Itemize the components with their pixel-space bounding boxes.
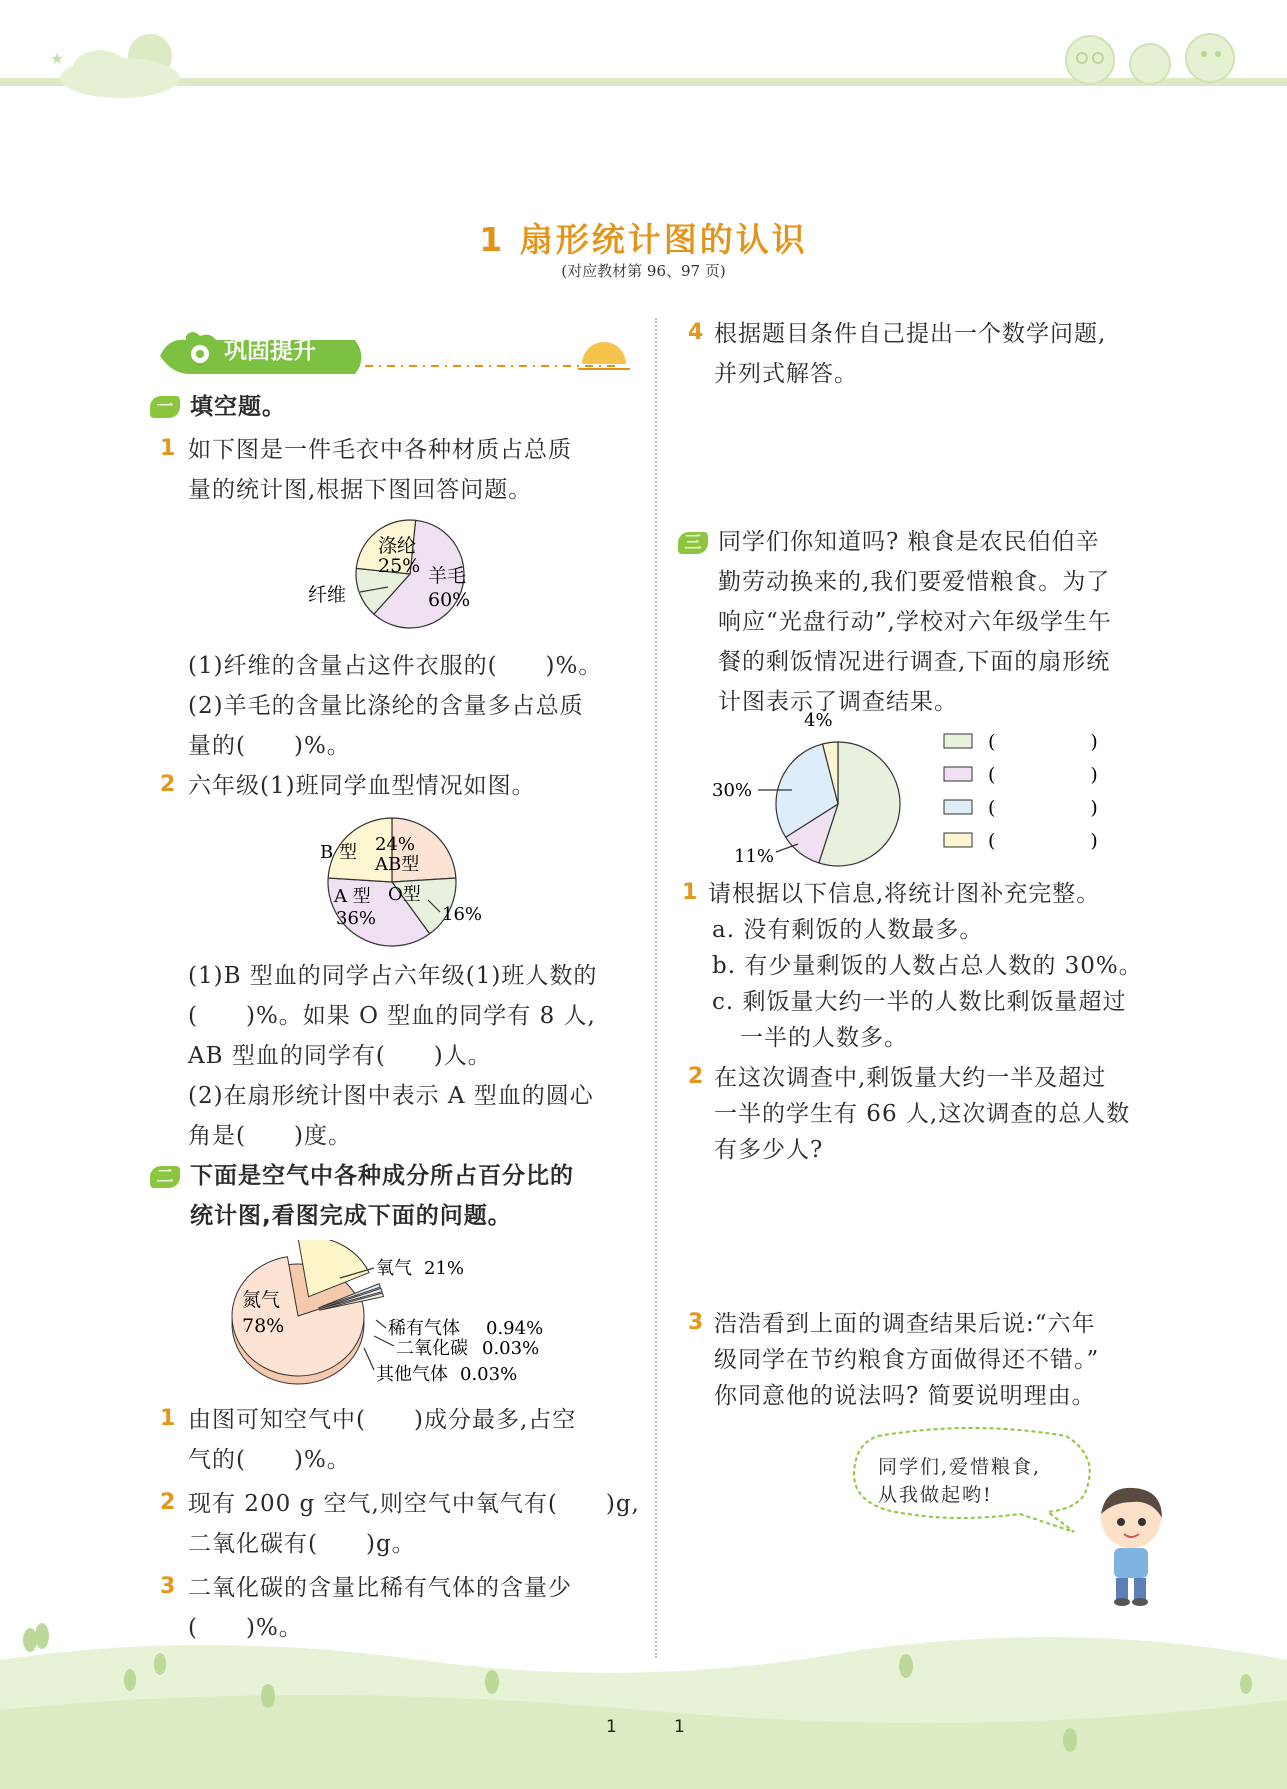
q2-sub1b: ( )%。如果 O 型血的同学有 8 人, [188, 1003, 596, 1029]
legend-swatch-2 [944, 800, 972, 814]
legend-swatch-1 [944, 767, 972, 781]
legend-label-0[interactable]: ( ) [988, 731, 1098, 753]
s2-q3-line1: 二氧化碳的含量比稀有气体的含量少 [188, 1575, 572, 1601]
section-badge-3: 三 [678, 532, 708, 554]
leftover-food-pie-chart [700, 706, 1150, 876]
s2-q1-line1: 由图可知空气中( )成分最多,占空 [188, 1407, 577, 1433]
air-composition-pie-chart [228, 1240, 558, 1390]
s2-q2-line1: 现有 200 g 空气,则空气中氧气有( )g, [188, 1491, 640, 1517]
other-gas-value: 0.03% [460, 1364, 518, 1385]
q1-line1: 如下图是一件毛衣中各种材质占总质 [188, 437, 572, 463]
q4-line2: 并列式解答。 [714, 361, 858, 387]
oxygen-value: 21% [424, 1258, 465, 1279]
section3-line1: 同学们你知道吗? 粮食是农民伯伯辛 [718, 529, 1100, 555]
ab-type-label: AB型 [375, 854, 420, 875]
a-type-label: A 型 [334, 886, 371, 907]
footer-landscape [0, 1620, 1287, 1789]
s3-q1-b: b. 有少量剩饭的人数占总人数的 30%。 [712, 953, 1143, 979]
s3-q1-c2: 一半的人数多。 [740, 1025, 908, 1051]
page-number-right: 1 [674, 1717, 685, 1737]
wool-label: 羊毛 [428, 565, 467, 587]
q2-sub1a: (1)B 型血的同学占六年级(1)班人数的 [188, 963, 598, 989]
s3-q3-number: 3 [688, 1310, 704, 1335]
legend-label-2[interactable]: ( ) [988, 797, 1098, 819]
q2-number: 2 [160, 772, 176, 797]
other-gas-label: 其他气体 [376, 1364, 448, 1385]
co2-label: 二氧化碳 [396, 1338, 468, 1359]
q1-line2: 量的统计图,根据下图回答问题。 [188, 477, 533, 503]
rare-gas-value: 0.94% [486, 1318, 544, 1339]
slice-11-value: 11% [734, 846, 775, 867]
s3-q3-line3: 你同意他的说法吗? 简要说明理由。 [714, 1383, 1096, 1409]
slice-30-value: 30% [712, 780, 753, 801]
ab-type-value: 24% [375, 834, 416, 855]
nitrogen-value: 78% [242, 1315, 285, 1337]
section3-line5: 计图表示了调查结果。 [718, 689, 958, 715]
o-type-value: 16% [442, 904, 483, 925]
s3-q1-number: 1 [682, 880, 698, 905]
svg-text:★: ★ [50, 49, 65, 68]
page-number-left: 1 [606, 1717, 617, 1737]
blood-type-pie-chart [300, 812, 500, 952]
polyester-value: 25% [378, 555, 421, 577]
q4-line1: 根据题目条件自己提出一个数学问题, [714, 321, 1107, 347]
s3-q1-a: a. 没有剩饭的人数最多。 [712, 917, 984, 943]
q2-sub1c: AB 型血的同学有( )人。 [188, 1043, 492, 1069]
section1-heading: 填空题。 [190, 394, 286, 420]
rare-gas-label: 稀有气体 [388, 1318, 460, 1339]
a-type-value: 36% [336, 908, 377, 929]
q2-sub2b: 角是( )度。 [188, 1123, 352, 1149]
q1-sub2a: (2)羊毛的含量比涤纶的含量多占总质 [188, 693, 584, 719]
s2-q3-line2: ( )%。 [188, 1615, 303, 1641]
section-badge-2: 二 [150, 1166, 180, 1188]
section3-line4: 餐的剩饭情况进行调查,下面的扇形统 [718, 649, 1111, 675]
s3-q2-line2: 一半的学生有 66 人,这次调查的总人数 [714, 1101, 1131, 1127]
sweater-material-pie-chart [300, 510, 500, 640]
section-badge-1: 一 [150, 396, 180, 418]
boy-illustration [1086, 1482, 1176, 1607]
fiber-label: 纤维 [308, 584, 347, 606]
nitrogen-label: 氮气 [242, 1289, 281, 1311]
s3-q2-number: 2 [688, 1064, 704, 1089]
s2-q1-line2: 气的( )%。 [188, 1447, 351, 1473]
section3-line3: 响应“光盘行动”,学校对六年级学生午 [718, 609, 1112, 635]
legend-label-3[interactable]: ( ) [988, 830, 1098, 852]
s2-q1-number: 1 [160, 1406, 176, 1431]
q1-sub2b: 量的( )%。 [188, 733, 351, 759]
page-title: 1 扇形统计图的认识 [479, 220, 808, 259]
slice-4-value: 4% [804, 710, 833, 731]
section2-line1: 下面是空气中各种成分所占百分比的 [190, 1163, 574, 1189]
bubble-line1: 同学们,爱惜粮食, [878, 1456, 1042, 1478]
banner-label: 巩固提升 [224, 338, 316, 364]
co2-value: 0.03% [482, 1338, 540, 1359]
q4-number: 4 [688, 320, 704, 345]
q1-number: 1 [160, 436, 176, 461]
b-type-label: B 型 [320, 842, 357, 863]
column-divider [655, 318, 657, 1658]
polyester-label: 涤纶 [378, 535, 417, 557]
s3-q3-line2: 级同学在节约粮食方面做得还不错。” [714, 1347, 1100, 1373]
legend-swatch-0 [944, 734, 972, 748]
legend-swatch-3 [944, 833, 972, 847]
sun-cloud-decoration [40, 28, 200, 98]
legend-label-1[interactable]: ( ) [988, 764, 1098, 786]
bubble-line2: 从我做起哟! [878, 1484, 993, 1506]
q1-sub1: (1)纤维的含量占这件衣服的( )%。 [188, 653, 603, 679]
o-type-label: O型 [388, 884, 421, 905]
q2-line1: 六年级(1)班同学血型情况如图。 [188, 773, 536, 799]
s3-q3-line1: 浩浩看到上面的调查结果后说:“六年 [714, 1311, 1096, 1337]
page-subtitle: (对应教材第 96、97 页) [561, 262, 726, 280]
s3-q1-line1: 请根据以下信息,将统计图补充完整。 [708, 881, 1101, 907]
section3-line2: 勤劳动换来的,我们要爱惜粮食。为了 [718, 569, 1111, 595]
s2-q2-line2: 二氧化碳有( )g。 [188, 1531, 416, 1557]
s2-q3-number: 3 [160, 1574, 176, 1599]
wool-value: 60% [428, 589, 471, 611]
s3-q2-line1: 在这次调查中,剩饭量大约一半及超过 [714, 1065, 1107, 1091]
s2-q2-number: 2 [160, 1490, 176, 1515]
q2-sub2a: (2)在扇形统计图中表示 A 型血的圆心 [188, 1083, 594, 1109]
section2-line2: 统计图,看图完成下面的问题。 [190, 1203, 512, 1229]
animals-decoration [1058, 20, 1248, 88]
oxygen-label: 氧气 [376, 1258, 412, 1279]
s3-q2-line3: 有多少人? [714, 1137, 824, 1163]
s3-q1-c1: c. 剩饭量大约一半的人数比剩饭量超过 [712, 989, 1127, 1015]
section-banner [150, 318, 630, 378]
